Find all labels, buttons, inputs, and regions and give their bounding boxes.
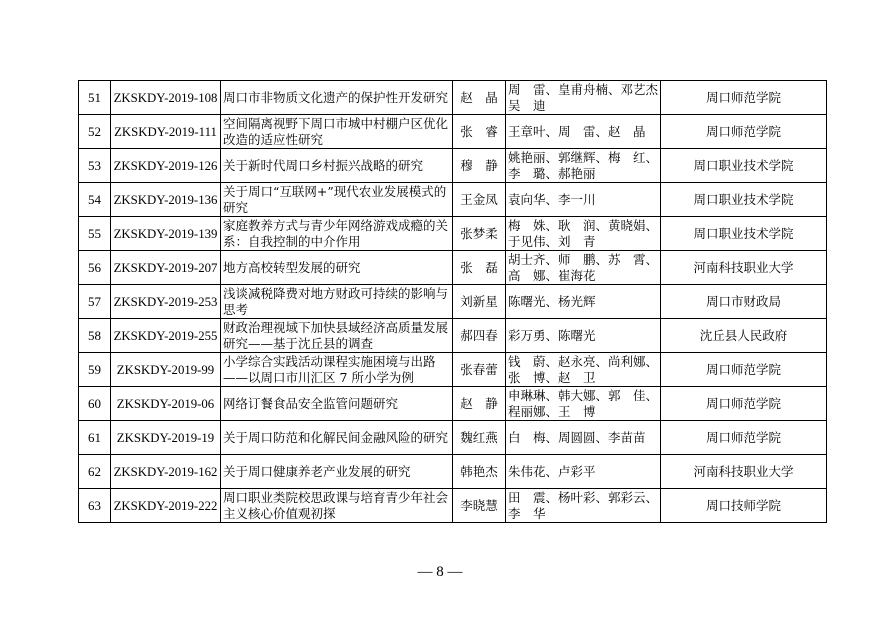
- project-code: ZKSKDY-2019-111: [111, 115, 221, 149]
- project-title: 周口职业类院校思政课与培育青少年社会主义核心价值观初探: [221, 489, 453, 523]
- table-row: [79, 149, 827, 183]
- project-unit: 河南科技职业大学: [661, 455, 827, 489]
- project-members: 钱 蔚、赵永亮、尚利娜、张 博、赵 卫: [506, 353, 661, 387]
- project-title: 浅谈减税降费对地方财政可持续的影响与思考: [221, 285, 453, 319]
- project-leader: 刘新星: [453, 285, 506, 319]
- project-title: 财政治理视域下加快县域经济高质量发展研究——基于沈丘县的调查: [221, 319, 453, 353]
- project-title: 网络订餐食品安全监管问题研究: [221, 387, 453, 421]
- project-leader: 李晓慧: [453, 489, 506, 523]
- row-number: 62: [79, 455, 111, 489]
- table-row: [79, 251, 827, 285]
- project-title: 关于周口“互联网+”现代农业发展模式的研究: [221, 183, 453, 217]
- table-row: [79, 489, 827, 523]
- project-leader: 魏红燕: [453, 421, 506, 455]
- project-code: ZKSKDY-2019-162: [111, 455, 221, 489]
- project-members: 胡士齐、师 鹏、苏 霄、高 娜、崔海花: [506, 251, 661, 285]
- row-number: 60: [79, 387, 111, 421]
- project-leader: 张春蕾: [453, 353, 506, 387]
- project-members: 袁向华、李一川: [506, 183, 661, 217]
- project-unit: 河南科技职业大学: [661, 251, 827, 285]
- project-members: 彩万勇、陈曙光: [506, 319, 661, 353]
- project-title: 关于新时代周口乡村振兴战略的研究: [221, 149, 453, 183]
- table-row: [79, 455, 827, 489]
- project-code: ZKSKDY-2019-126: [111, 149, 221, 183]
- project-code: ZKSKDY-2019-99: [111, 353, 221, 387]
- project-unit: 周口职业技术学院: [661, 183, 827, 217]
- project-code: ZKSKDY-2019-222: [111, 489, 221, 523]
- project-members: 周 雷、皇甫舟楠、邓艺杰吴 迪: [506, 81, 661, 115]
- project-members: 朱伟花、卢彩平: [506, 455, 661, 489]
- table-row: [79, 353, 827, 387]
- row-number: 57: [79, 285, 111, 319]
- project-title: 空间隔离视野下周口市城中村棚户区优化改造的适应性研究: [221, 115, 453, 149]
- project-unit: 周口技师学院: [661, 489, 827, 523]
- project-leader: 张 磊: [453, 251, 506, 285]
- table-row: [79, 183, 827, 217]
- table-row: [79, 115, 827, 149]
- project-leader: 郝四春: [453, 319, 506, 353]
- project-code: ZKSKDY-2019-139: [111, 217, 221, 251]
- project-leader: 赵 静: [453, 387, 506, 421]
- project-members: 梅 姝、耿 润、黄晓娟、于见伟、刘 青: [506, 217, 661, 251]
- page-number: — 8 —: [417, 564, 463, 580]
- project-title: 关于周口防范和化解民间金融风险的研究: [221, 421, 453, 455]
- project-unit: 周口市财政局: [661, 285, 827, 319]
- project-leader: 王金凤: [453, 183, 506, 217]
- row-number: 63: [79, 489, 111, 523]
- project-members: 姚艳丽、郭继辉、梅 红、李 璐、郝艳丽: [506, 149, 661, 183]
- project-unit: 周口师范学院: [661, 81, 827, 115]
- table-row: [79, 81, 827, 115]
- project-members: 田 震、杨叶彩、郭彩云、李 华: [506, 489, 661, 523]
- project-members: 陈曙光、杨光辉: [506, 285, 661, 319]
- project-title: 家庭教养方式与青少年网络游戏成瘾的关系：自我控制的中介作用: [221, 217, 453, 251]
- project-leader: 赵 晶: [453, 81, 506, 115]
- row-number: 56: [79, 251, 111, 285]
- project-unit: 周口师范学院: [661, 421, 827, 455]
- project-title: 小学综合实践活动课程实施困境与出路——以周口市川汇区 7 所小学为例: [221, 353, 453, 387]
- row-number: 58: [79, 319, 111, 353]
- project-members: 王章叶、周 雷、赵 晶: [506, 115, 661, 149]
- table-row: [79, 217, 827, 251]
- table-row: [79, 319, 827, 353]
- project-leader: 韩艳杰: [453, 455, 506, 489]
- project-unit: 周口职业技术学院: [661, 149, 827, 183]
- project-unit: 周口职业技术学院: [661, 217, 827, 251]
- row-number: 53: [79, 149, 111, 183]
- row-number: 54: [79, 183, 111, 217]
- table-row: [79, 387, 827, 421]
- project-list-table: [78, 80, 827, 523]
- project-code: ZKSKDY-2019-19: [111, 421, 221, 455]
- project-title: 周口市非物质文化遗产的保护性开发研究: [221, 81, 453, 115]
- project-unit: 周口师范学院: [661, 387, 827, 421]
- project-code: ZKSKDY-2019-255: [111, 319, 221, 353]
- row-number: 61: [79, 421, 111, 455]
- project-members: 白 梅、周圆圆、李苗苗: [506, 421, 661, 455]
- row-number: 52: [79, 115, 111, 149]
- project-code: ZKSKDY-2019-108: [111, 81, 221, 115]
- project-code: ZKSKDY-2019-136: [111, 183, 221, 217]
- project-code: ZKSKDY-2019-06: [111, 387, 221, 421]
- project-title: 关于周口健康养老产业发展的研究: [221, 455, 453, 489]
- project-title: 地方高校转型发展的研究: [221, 251, 453, 285]
- row-number: 55: [79, 217, 111, 251]
- project-unit: 周口师范学院: [661, 353, 827, 387]
- project-unit: 沈丘县人民政府: [661, 319, 827, 353]
- project-leader: 穆 静: [453, 149, 506, 183]
- project-members: 申琳琳、韩大娜、郭 佳、程丽娜、王 博: [506, 387, 661, 421]
- table-row: [79, 285, 827, 319]
- project-unit: 周口师范学院: [661, 115, 827, 149]
- project-code: ZKSKDY-2019-207: [111, 251, 221, 285]
- project-leader: 张梦柔: [453, 217, 506, 251]
- row-number: 59: [79, 353, 111, 387]
- project-code: ZKSKDY-2019-253: [111, 285, 221, 319]
- row-number: 51: [79, 81, 111, 115]
- table-row: [79, 421, 827, 455]
- project-leader: 张 睿: [453, 115, 506, 149]
